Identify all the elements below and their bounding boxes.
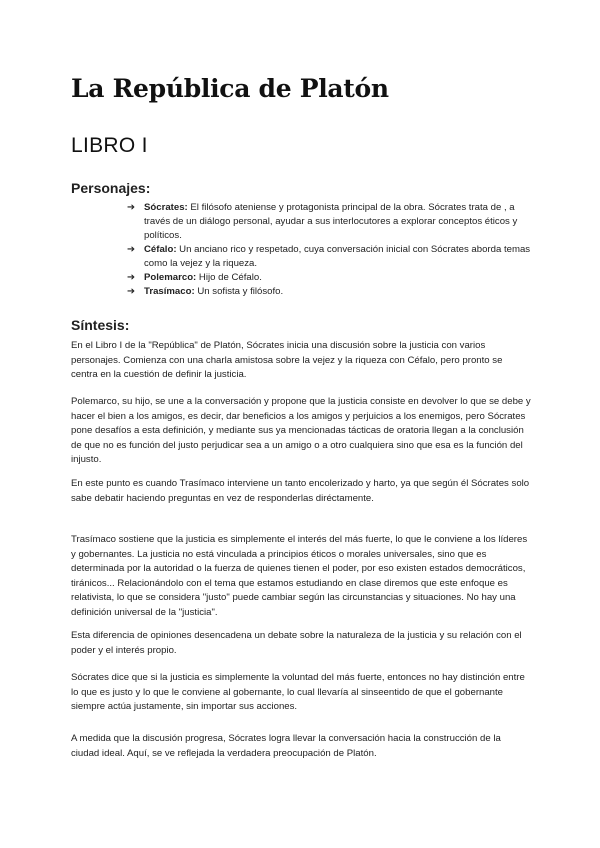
arrow-right-icon: ➔ [127,202,136,213]
paragraph: Polemarco, su hijo, se une a la conversación y propone que la justicia consiste en devolver lo que se debe y hacer el bien a los amigos, es decir, dar beneficios a los amigos y perjuicios a los enemigos, pero Sócrates pone desafíos a esta definición, y mediante sus ya mencionadas tácticas de oratoria llegan a la conclusión de que no es función del justo perjudicar sea a un amigo o a otro cualquiera sino que esa es la función del injusto. [71,396,531,465]
paragraph: A medida que la discusión progresa, Sócrates logra llevar la conversación hacia la construcción de la ciudad ideal. Aquí, se ve reflejada la verdadera preocupación de Platón. [71,733,501,759]
paragraph: En el Libro I de la "República" de Platón, Sócrates inicia una discusión sobre la justicia con varios personajes. Comienza con una charla amistosa sobre la vejez y la riqueza con Céfalo, pero pronto se centra en la cuestión de definir la justicia. [71,340,503,380]
paragraph: En este punto es cuando Trasímaco interviene un tanto encolerizado y harto, ya que según él Sócrates solo sabe debatir haciendo preguntas en vez de responderlas diréctamente. [71,478,530,504]
characters-heading: Personajes: [71,180,151,196]
character-name: Trasímaco: [144,286,195,297]
characters-list [127,201,537,299]
document-title: La República de Platón [71,74,389,103]
paragraph: Trasímaco sostiene que la justicia es simplemente el interés del más fuerte, lo que le conviene a los líderes y gobernantes. La justicia no está vinculada a principios éticos o morales universales, sino que es determinada por la autoridad o la fuerza de quienes tienen el poder, por eso existen estados democráticos, tiránicos... Relacionándolo con el tema que estamos estudiando en clase diremos que este enfoque es relativista, lo que se considera "justo" puede cambiar según las circunstancias y situaciones. No hay una definición universal de la "justicia". [71,534,528,618]
book-heading: LIBRO I [71,134,148,157]
character-name: Sócrates: [144,202,188,213]
list-item [127,201,537,243]
arrow-right-icon: ➔ [127,244,136,255]
character-description: El filósofo ateniense y protagonista principal de la obra. Sócrates trata de , a través de un diálogo personal, ayudar a sus interlocutores a explorar conceptos éticos y políticos. [144,202,518,241]
arrow-right-icon: ➔ [127,286,136,297]
paragraph: Sócrates dice que si la justicia es simplemente la voluntad del más fuerte, entonces no hay distinción entre lo que es justo y lo que le conviene al gobernante, lo cual llevaría al sinseentido de que el gobernante siempre actúa justamente, sin importar sus acciones. [71,672,525,712]
character-name: Polemarco: [144,272,197,283]
list-item [127,243,537,271]
character-description: Un anciano rico y respetado, cuya conversación inicial con Sócrates aborda temas como la vejez y la riqueza. [144,244,531,269]
character-description: Un sofista y filósofo. [194,286,284,297]
arrow-right-icon: ➔ [127,272,136,283]
character-name: Céfalo: [144,244,177,255]
synthesis-heading: Síntesis: [71,317,130,333]
list-item [127,285,537,299]
character-description: Hijo de Céfalo. [196,272,262,283]
paragraph: Esta diferencia de opiniones desencadena un debate sobre la naturaleza de la justicia y su relación con el poder y el interés propio. [71,630,522,656]
list-item [127,271,537,285]
